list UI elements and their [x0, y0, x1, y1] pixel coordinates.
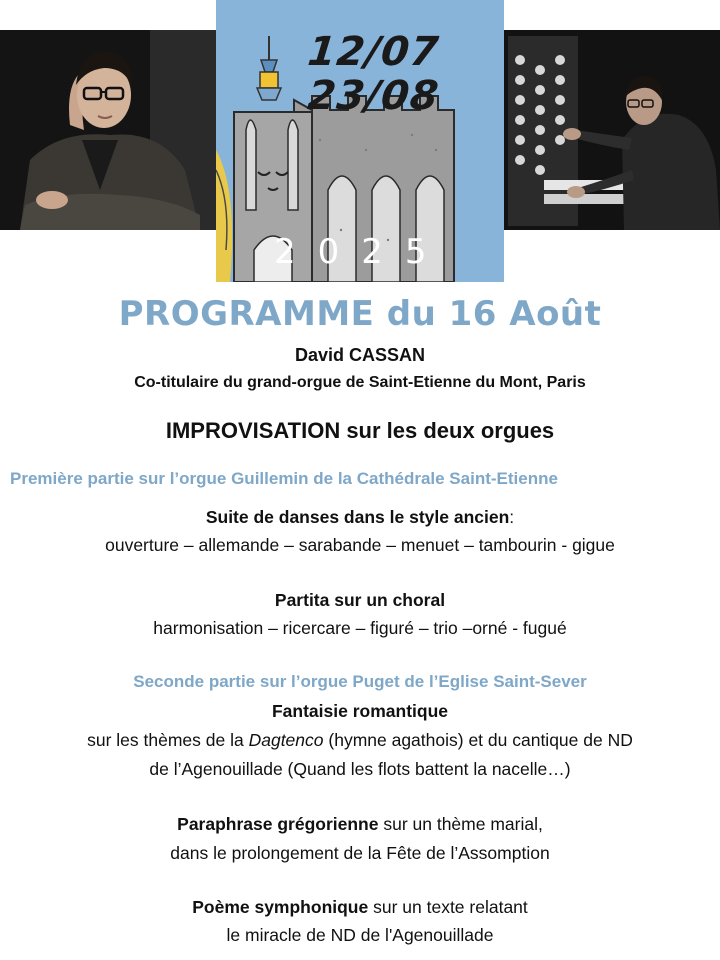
- organist-portrait-photo: [0, 30, 216, 230]
- part2-piece2-line2: dans le prolongement de la Fête de l’Assomption: [170, 843, 550, 863]
- part2-piece3-line1: [0, 897, 720, 918]
- part1-piece1-movements: ouverture – allemande – sarabande – menuet – tambourin - gigue: [105, 535, 615, 555]
- part1-piece2-title: Partita sur un choral: [274, 590, 446, 610]
- part1-piece1-colon: :: [509, 507, 515, 527]
- festival-poster: [216, 0, 504, 282]
- part2-piece1-title: Fantaisie romantique: [271, 701, 448, 721]
- performer-name: David CASSAN: [294, 345, 426, 365]
- poster-year: 2025: [274, 232, 449, 272]
- part2-piece3-line1-rest: sur un texte relatant: [368, 897, 528, 917]
- poster-date-end: 23/08: [305, 73, 442, 119]
- part2-heading: Seconde partie sur l’orgue Puget de l’Eglise Saint-Sever: [133, 672, 587, 691]
- part1-piece2-movements: harmonisation – ricercare – figuré – trio –orné - fugué: [153, 618, 567, 638]
- part2-piece2-line1: [0, 814, 720, 835]
- programme-title: PROGRAMME du 16 Août: [118, 294, 602, 334]
- part1-piece1-title-line: [0, 507, 720, 528]
- part2-piece3-line2: le miracle de ND de l'Agenouillade: [226, 925, 494, 945]
- part2-piece1-line1-italic: Dagtenco: [248, 730, 324, 750]
- programme-headline: IMPROVISATION sur les deux orgues: [165, 418, 555, 443]
- part2-piece1-line1: [0, 730, 720, 751]
- part2-piece1-line2: de l’Agenouillade (Quand les flots battent la nacelle…): [149, 759, 571, 779]
- organist-at-console-photo: [504, 30, 720, 230]
- performer-role: Co-titulaire du grand-orgue de Saint-Etienne du Mont, Paris: [134, 374, 586, 391]
- part2-piece2-line1-rest: sur un thème marial,: [378, 814, 543, 834]
- part1-heading: Première partie sur l’orgue Guillemin de la Cathédrale Saint-Etienne: [10, 469, 558, 488]
- part2-piece1-line1-post: (hymne agathois) et du cantique de ND: [323, 730, 633, 750]
- part2-piece1-line1-pre: sur les thèmes de la: [87, 730, 249, 750]
- part2-piece3-title: Poème symphonique: [192, 897, 369, 917]
- part1-piece1-title: Suite de danses dans le style ancien: [205, 507, 510, 527]
- poster-date-start: 12/07: [305, 29, 442, 75]
- poster-dates: [305, 29, 442, 119]
- part2-piece2-title: Paraphrase grégorienne: [177, 814, 379, 834]
